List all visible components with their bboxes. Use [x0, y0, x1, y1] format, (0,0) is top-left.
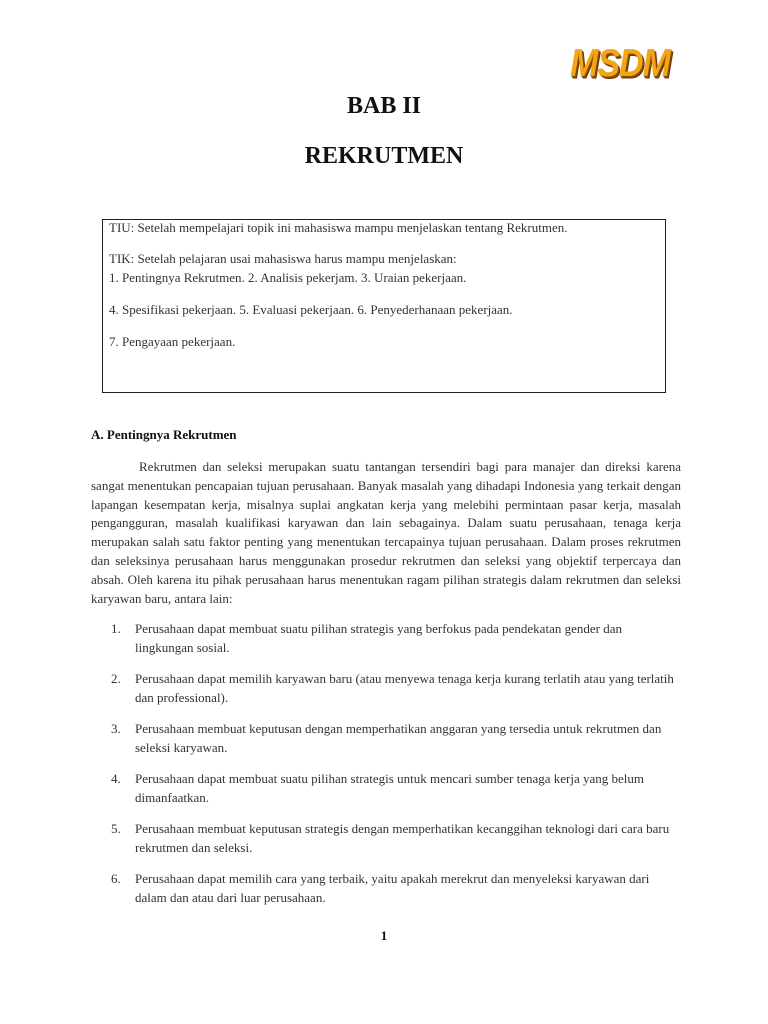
chapter-label: BAB II: [346, 93, 422, 119]
list-item-number: 3.: [111, 721, 121, 736]
page-number: 1: [380, 928, 388, 943]
tik-line-1: 1. Pentingnya Rekrutmen. 2. Analisis pekerjam. 3. Uraian pekerjaan.: [109, 270, 467, 285]
list-item-text: Perusahaan dapat membuat suatu pilihan strategis yang berfokus pada pendekatan gender dan lingkungan sosial.: [135, 621, 622, 655]
section-heading: A. Pentingnya Rekrutmen: [91, 427, 237, 442]
tik-line-2: 4. Spesifikasi pekerjaan. 5. Evaluasi pekerjaan. 6. Penyederhanaan pekerjaan.: [109, 302, 513, 317]
body-paragraph: Rekrutmen dan seleksi merupakan suatu tantangan tersendiri bagi para manajer dan direksi karena sangat menentukan pencapaian tujuan perusahaan. Banyak masalah yang dihadapi Indonesia yang terkait dengan lapangan kesempatan kerja, misalnya suplai angkatan kerja yang melebihi permintaan pasar kerja, masalah pengangguran, masalah kualifikasi karyawan dan lain sebagainya. Dalam suatu perusahaan, tenaga kerja merupakan salah satu faktor penting yang menentukan tercapainya tujuan perusahaan. Dalam proses rekrutmen dan seleksinya perusahaan harus menggunakan prosedur rekrutmen dan seleksi yang objektif terpercaya dan absah. Oleh karena itu pihak perusahaan harus menentukan ragam pilihan strategis dalam rekrutmen dan seleksi karyawan baru, antara lain:: [91, 459, 681, 606]
chapter-title: REKRUTMEN: [304, 143, 464, 169]
list-item-text: Perusahaan dapat memilih cara yang terbaik, yaitu apakah merekrut dan menyeleksi karyawan dari dalam dan atau dari luar perusahaan.: [135, 871, 650, 905]
list-item: [91, 820, 681, 857]
list-item: [91, 620, 681, 657]
list-item-text: Perusahaan membuat keputusan dengan memperhatikan anggaran yang tersedia untuk rekrutmen dan seleksi karyawan.: [135, 721, 662, 755]
list-item-number: 4.: [111, 771, 121, 786]
list-item-number: 6.: [111, 871, 121, 886]
list-item: [91, 870, 681, 907]
list-item-number: 5.: [111, 821, 121, 836]
list-item: [91, 770, 681, 807]
list-item-text: Perusahaan membuat keputusan strategis dengan memperhatikan kecanggihan teknologi dari cara baru rekrutmen dan seleksi.: [135, 821, 670, 855]
list-item-number: 1.: [111, 621, 121, 636]
tik-intro: TIK: Setelah pelajaran usai mahasiswa harus mampu menjelaskan:: [109, 251, 457, 266]
tiu-text: TIU: Setelah mempelajari topik ini mahasiswa mampu menjelaskan tentang Rekrutmen.: [109, 220, 568, 235]
list-item: [91, 670, 681, 707]
tik-line-3: 7. Pengayaan pekerjaan.: [109, 334, 236, 349]
list-item: [91, 720, 681, 757]
list-item-text: Perusahaan dapat memilih karyawan baru (atau menyewa tenaga kerja kurang terlatih atau yang terlatih dan professional).: [135, 671, 674, 705]
list-item-text: Perusahaan dapat membuat suatu pilihan strategis untuk mencari sumber tenaga kerja yang belum dimanfaatkan.: [135, 771, 645, 805]
msdm-logo: MSDM: [570, 41, 670, 86]
list-item-number: 2.: [111, 671, 121, 686]
objectives-box: [102, 219, 666, 393]
strategy-list: [91, 620, 681, 920]
